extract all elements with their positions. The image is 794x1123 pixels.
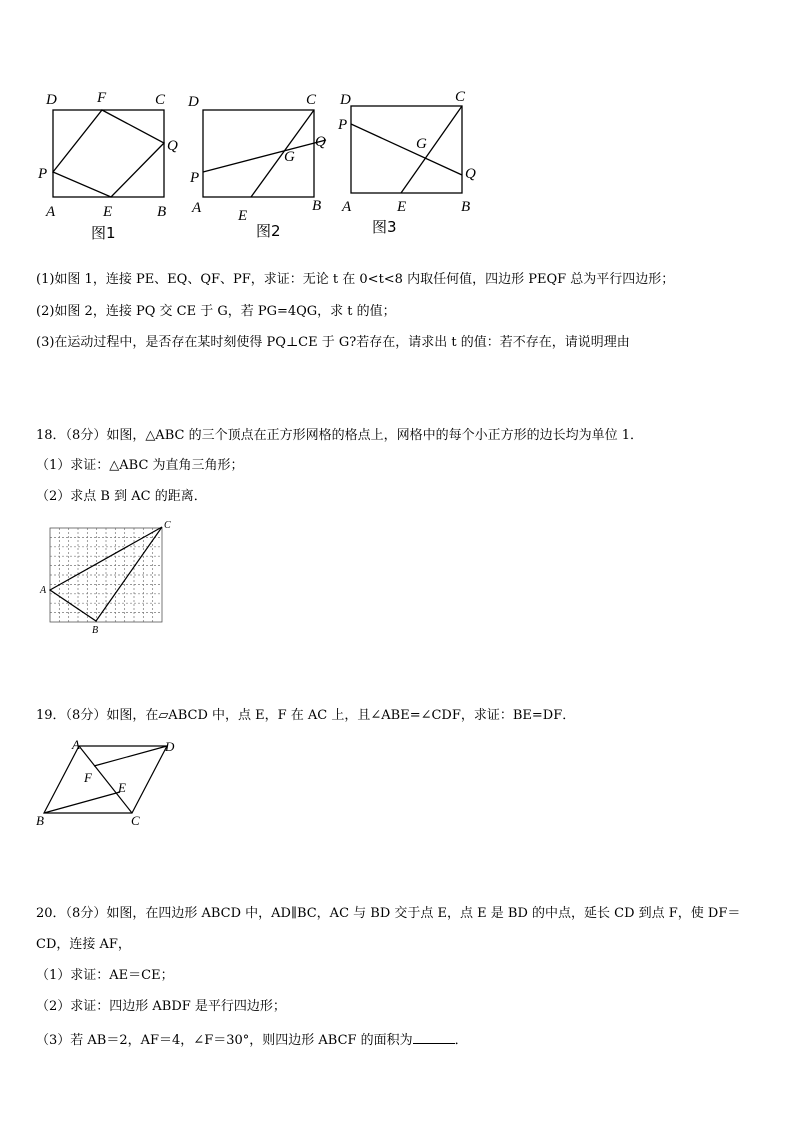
label-f: F: [97, 90, 107, 106]
segment-be: [44, 792, 120, 813]
segment-pq: [351, 124, 462, 175]
label-d: D: [188, 94, 199, 110]
q20-stem-line1: 20．（8分）如图，在四边形 ABCD 中，AD∥BC，AC 与 BD 交于点 E，点 E 是 BD 的中点，延长 CD 到点 F，使 DF＝: [36, 906, 741, 921]
label-b: B: [157, 204, 167, 220]
q20-part1: （1）求证：AE＝CE；: [36, 968, 174, 983]
label-e: E: [118, 780, 126, 795]
q20-part3-end: ．: [454, 1033, 468, 1048]
label-a: A: [40, 585, 47, 596]
label-q: Q: [465, 166, 476, 182]
label-b: B: [36, 813, 44, 828]
label-b: B: [461, 199, 471, 215]
label-d: D: [340, 92, 351, 108]
segment-ce: [251, 110, 314, 197]
q20-stem-line2: CD，连接 AF，: [36, 937, 131, 952]
q18-part2: （2）求点 B 到 AC 的距离．: [36, 489, 207, 504]
label-p: P: [338, 117, 348, 133]
q19-stem: 19．（8分）如图，在▱ABCD 中，点 E，F 在 AC 上，且∠ABE=∠CDF，求证：BE=DF．: [36, 708, 576, 723]
caption-fig3: 图3: [372, 218, 397, 236]
q20-part2: （2）求证：四边形 ABDF 是平行四边形；: [36, 999, 286, 1014]
label-c: C: [164, 520, 171, 531]
rectangle-abcd: [53, 110, 164, 197]
caption-fig2: 图2: [256, 222, 281, 240]
label-e: E: [238, 208, 248, 224]
q19-parallelogram-figure: [36, 734, 186, 834]
rectangle-abcd: [203, 110, 314, 197]
label-p: P: [190, 170, 200, 186]
q18-part1: （1）求证：△ABC 为直角三角形；: [36, 458, 244, 473]
label-c: C: [155, 92, 166, 108]
label-d: D: [165, 739, 175, 754]
q20-part3: [36, 1031, 468, 1049]
label-d: D: [46, 92, 57, 108]
q17-part1: (1)如图 1，连接 PE、EQ、QF、PF，求证：无论 t 在 0<t<8 内取任何值，四边形 PEQF 总为平行四边形；: [36, 272, 675, 287]
q20-part3-text: （3）若 AB＝2，AF＝4，∠F＝30°，则四边形 ABCF 的面积为: [36, 1033, 413, 1048]
segment-ce: [401, 106, 462, 193]
segment-df: [94, 746, 167, 766]
quadrilateral-pfqe: [53, 110, 164, 197]
label-q: Q: [315, 134, 326, 150]
label-g: G: [284, 149, 295, 165]
caption-fig1: 图1: [91, 224, 116, 242]
label-b: B: [312, 198, 322, 214]
square-grid: [50, 528, 162, 622]
figure-3: [334, 86, 484, 246]
label-e: E: [397, 199, 407, 215]
label-p: P: [38, 166, 48, 182]
label-a: A: [46, 204, 56, 220]
label-g: G: [416, 136, 427, 152]
label-a: A: [192, 200, 202, 216]
label-e: E: [103, 204, 113, 220]
q18-stem: 18．（8分）如图，△ABC 的三个顶点在正方形网格的格点上，网格中的每个小正方形的边长均为单位 1．: [36, 428, 643, 443]
figure-1: [36, 86, 186, 246]
label-c: C: [306, 92, 317, 108]
label-a: A: [72, 737, 80, 752]
q18-grid-figure: [36, 516, 181, 641]
label-c: C: [455, 89, 466, 105]
q17-part2: (2)如图 2，连接 PQ 交 CE 于 G，若 PG=4QG，求 t 的值；: [36, 304, 396, 319]
label-b: B: [92, 625, 99, 636]
label-c: C: [131, 813, 140, 828]
answer-blank[interactable]: [413, 1031, 455, 1044]
q17-part3: (3)在运动过程中，是否存在某时刻使得 PQ⊥CE 于 G?若存在，请求出 t 的值：若不存在，请说明理由: [36, 335, 630, 350]
segment-pq: [203, 140, 326, 172]
label-f: F: [84, 770, 92, 785]
figure-2: [186, 86, 336, 246]
label-a: A: [342, 199, 352, 215]
label-q: Q: [167, 138, 178, 154]
